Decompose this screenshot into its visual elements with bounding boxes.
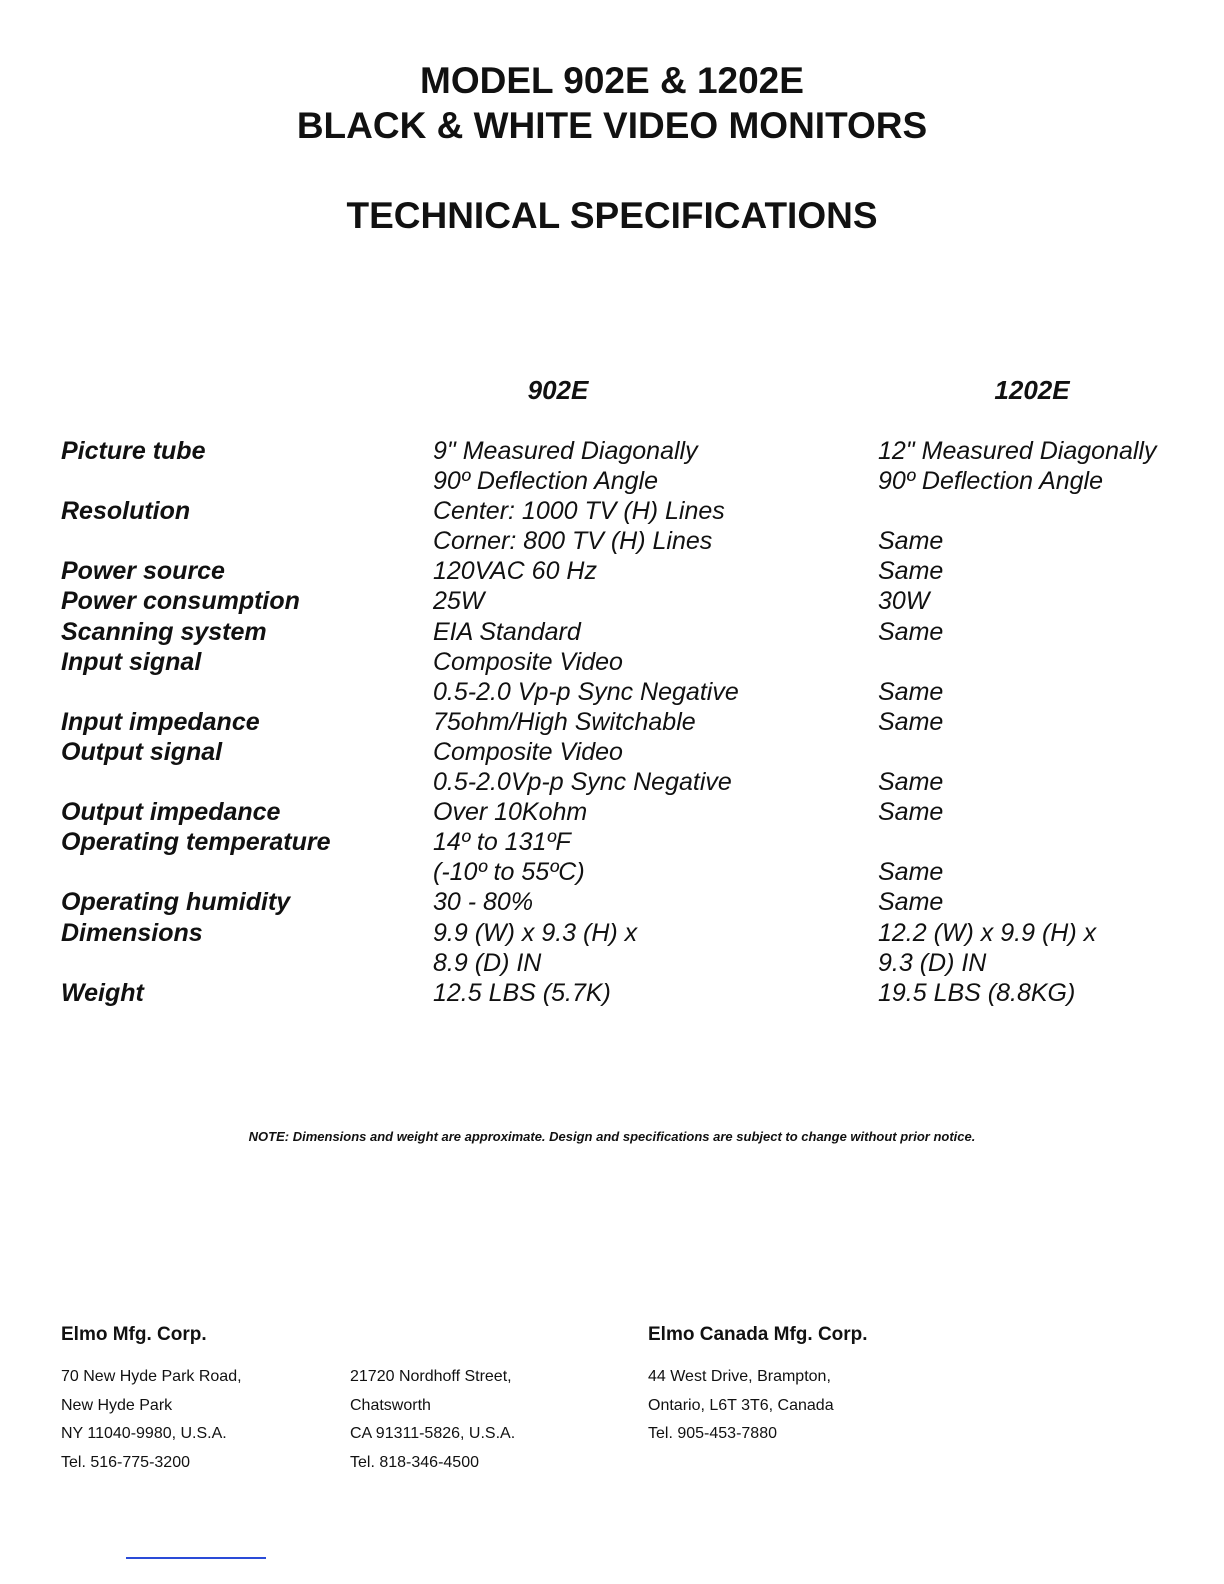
spec-value-1202e bbox=[878, 827, 1156, 857]
spec-value-1202e: 9.3 (D) IN bbox=[878, 948, 987, 977]
address-chatsworth bbox=[350, 1363, 515, 1478]
spec-value-1202e: Same bbox=[878, 858, 944, 887]
column-header-902e: 902E bbox=[527, 375, 589, 405]
spec-value-902e: 30 - 80% bbox=[433, 888, 534, 917]
spec-label: Power source bbox=[61, 557, 225, 586]
spec-value-1202e bbox=[878, 737, 1156, 767]
spec-label: Input impedance bbox=[61, 707, 260, 736]
spec-label bbox=[61, 948, 331, 978]
address-line: Tel. 905-453-7880 bbox=[648, 1425, 777, 1443]
spec-label-column bbox=[61, 436, 331, 1008]
spec-value-902e: (-10º to 55ºC) bbox=[433, 858, 585, 887]
spec-label: Dimensions bbox=[61, 918, 203, 947]
spec-label bbox=[61, 526, 331, 556]
document-title-line-2: BLACK & WHITE VIDEO MONITORS bbox=[296, 105, 928, 146]
spec-value-902e: Center: 1000 TV (H) Lines bbox=[433, 497, 725, 526]
document-title-line-1: MODEL 902E & 1202E bbox=[420, 60, 804, 101]
spec-value-1202e: 30W bbox=[878, 587, 930, 616]
spec-902e-column bbox=[433, 436, 739, 1008]
spec-label: Resolution bbox=[61, 497, 191, 526]
spec-value-902e: 9" Measured Diagonally bbox=[433, 437, 698, 465]
address-new-hyde-park bbox=[61, 1363, 242, 1478]
spec-label: Weight bbox=[61, 978, 144, 1007]
spec-value-902e: Composite Video bbox=[433, 647, 623, 676]
address-line: 21720 Nordhoff Street, bbox=[350, 1368, 512, 1385]
spec-value-902e: 120VAC 60 Hz bbox=[433, 557, 597, 586]
spec-label: Output signal bbox=[61, 737, 223, 766]
spec-value-902e: 12.5 LBS (5.7K) bbox=[433, 978, 611, 1007]
scan-artifact-line bbox=[126, 1557, 266, 1559]
column-header-1202e: 1202E bbox=[994, 375, 1070, 405]
spec-value-1202e: Same bbox=[878, 888, 944, 917]
spec-value-902e: 14º to 131ºF bbox=[433, 828, 571, 857]
spec-value-902e: Corner: 800 TV (H) Lines bbox=[433, 527, 713, 556]
spec-value-1202e bbox=[878, 496, 1156, 526]
spec-label: Scanning system bbox=[61, 617, 267, 646]
spec-label: Operating humidity bbox=[61, 888, 291, 917]
spec-value-1202e: Same bbox=[878, 768, 944, 797]
address-line: Chatsworth bbox=[350, 1396, 431, 1414]
spec-value-1202e: Same bbox=[878, 707, 944, 736]
address-line: 44 West Drive, Brampton, bbox=[648, 1368, 831, 1385]
spec-value-1202e: 12.2 (W) x 9.9 (H) x bbox=[878, 918, 1097, 947]
spec-value-902e: 25W bbox=[433, 587, 485, 616]
spec-label: Power consumption bbox=[61, 587, 300, 616]
spec-value-902e: Over 10Kohm bbox=[433, 798, 588, 827]
spec-value-1202e: 12" Measured Diagonally bbox=[878, 437, 1157, 465]
address-line: Tel. 818-346-4500 bbox=[350, 1454, 479, 1472]
disclaimer-note: NOTE: Dimensions and weight are approximate. Design and specifications are subject to change without prior notice. bbox=[248, 1129, 976, 1144]
spec-value-1202e: Same bbox=[878, 527, 944, 556]
spec-value-902e: 9.9 (W) x 9.3 (H) x bbox=[433, 918, 638, 947]
spec-label: Input signal bbox=[61, 647, 202, 676]
spec-value-1202e: Same bbox=[878, 617, 944, 646]
spec-value-1202e: 90º Deflection Angle bbox=[878, 467, 1104, 496]
section-title: TECHNICAL SPECIFICATIONS bbox=[346, 195, 878, 236]
spec-value-902e: 8.9 (D) IN bbox=[433, 948, 542, 977]
spec-value-1202e: Same bbox=[878, 557, 944, 586]
company-name-canada: Elmo Canada Mfg. Corp. bbox=[648, 1324, 868, 1345]
spec-value-902e: 90º Deflection Angle bbox=[433, 467, 659, 496]
spec-1202e-column bbox=[878, 436, 1156, 1008]
company-name-us: Elmo Mfg. Corp. bbox=[61, 1324, 207, 1345]
spec-label bbox=[61, 677, 331, 707]
address-line: Tel. 516-775-3200 bbox=[61, 1454, 190, 1472]
spec-value-1202e: Same bbox=[878, 677, 944, 706]
spec-value-902e: 0.5-2.0Vp-p Sync Negative bbox=[433, 768, 732, 797]
address-line: NY 11040-9980, U.S.A. bbox=[61, 1425, 227, 1443]
address-line: 70 New Hyde Park Road, bbox=[61, 1368, 242, 1385]
address-line: CA 91311-5826, U.S.A. bbox=[350, 1425, 516, 1443]
spec-value-902e: EIA Standard bbox=[433, 617, 581, 646]
spec-label bbox=[61, 767, 331, 797]
address-line: Ontario, L6T 3T6, Canada bbox=[648, 1396, 834, 1414]
spec-value-1202e: Same bbox=[878, 798, 944, 827]
spec-value-902e: 0.5-2.0 Vp-p Sync Negative bbox=[433, 677, 739, 706]
spec-value-902e: Composite Video bbox=[433, 737, 623, 766]
spec-label bbox=[61, 466, 331, 496]
spec-value-1202e: 19.5 LBS (8.8KG) bbox=[878, 978, 1076, 1007]
spec-value-902e: 75ohm/High Switchable bbox=[433, 707, 696, 736]
spec-label: Operating temperature bbox=[61, 828, 331, 857]
spec-label: Output impedance bbox=[61, 798, 281, 827]
spec-label bbox=[61, 857, 331, 887]
address-line: New Hyde Park bbox=[61, 1396, 173, 1414]
spec-label: Picture tube bbox=[61, 437, 206, 465]
address-brampton bbox=[648, 1363, 834, 1449]
spec-value-1202e bbox=[878, 647, 1156, 677]
